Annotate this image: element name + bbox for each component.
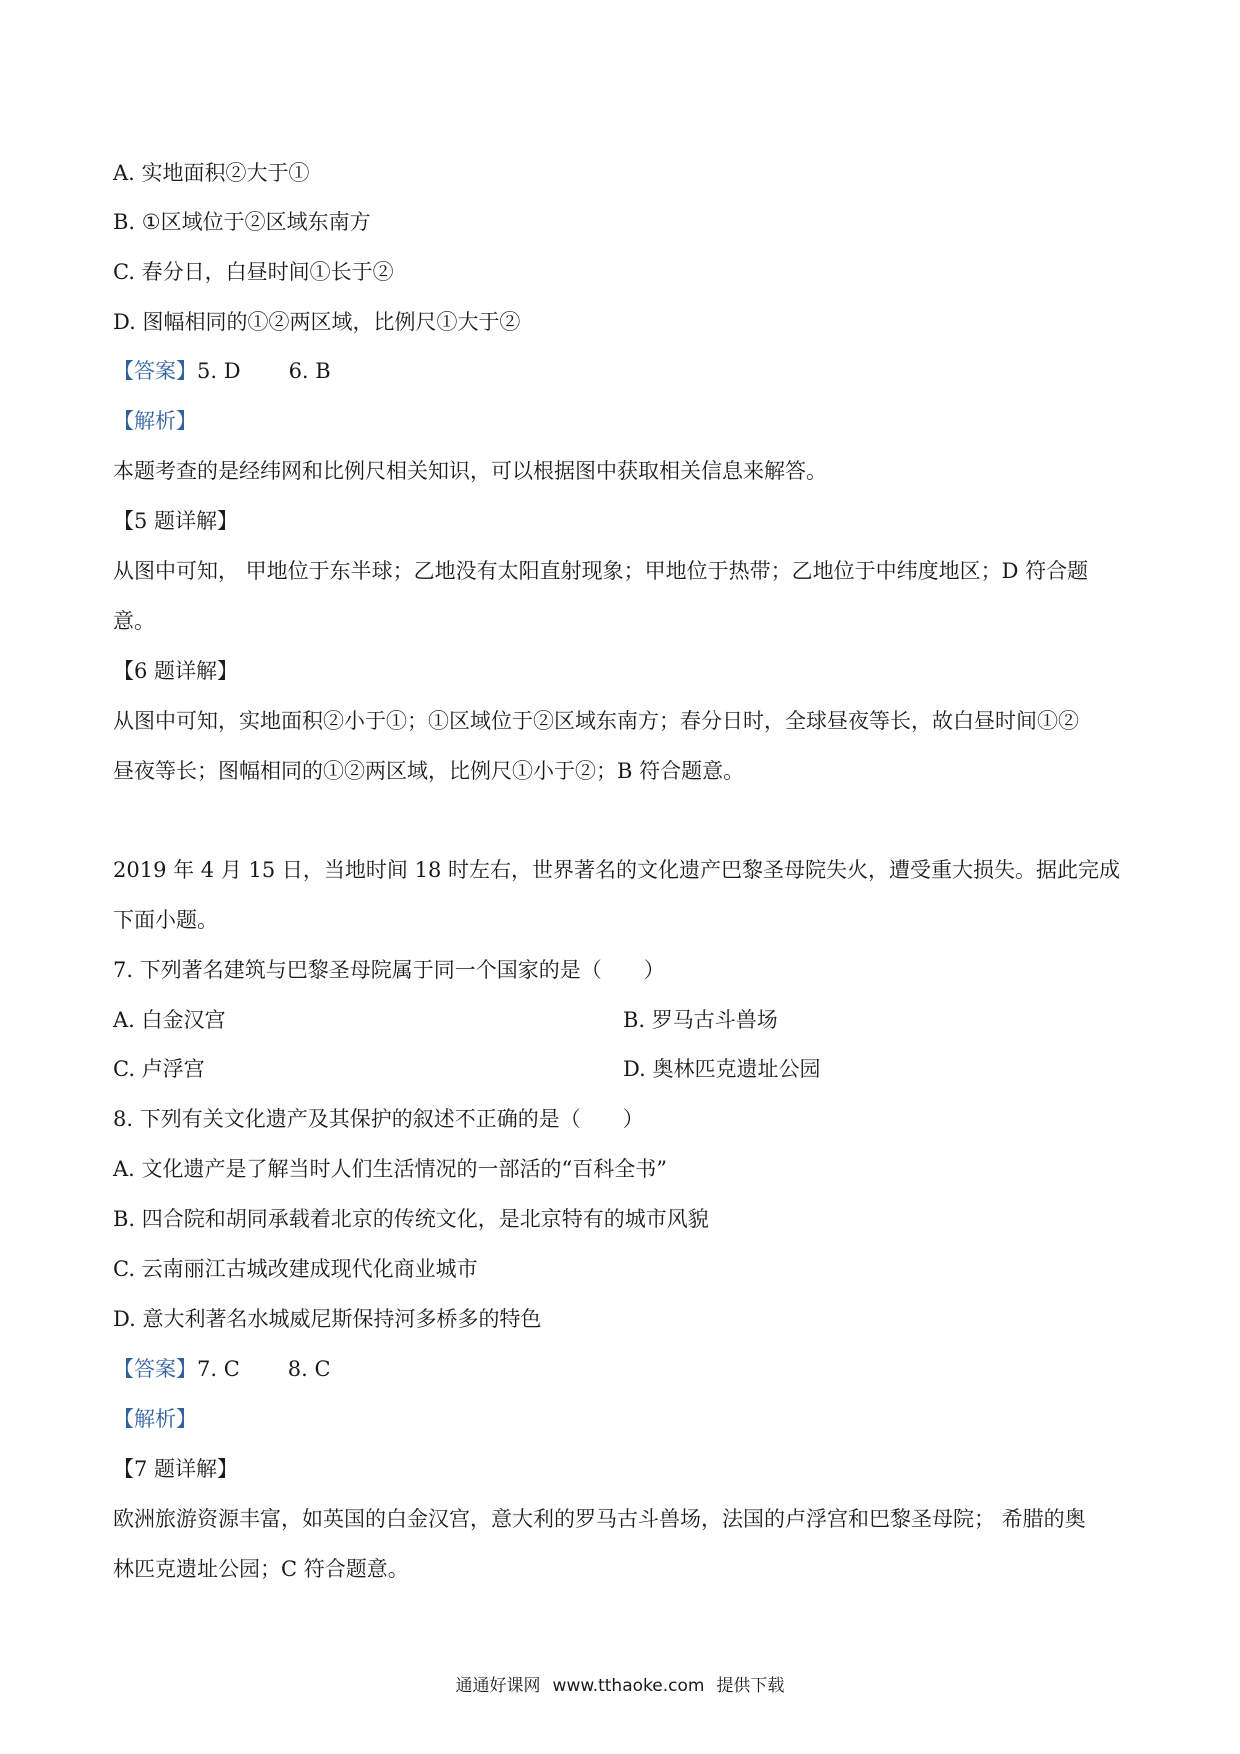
footer-site-name: 通通好课网	[455, 1676, 541, 1696]
analysis-label: 【解析】	[113, 409, 197, 433]
answer-5: 5. D	[197, 359, 241, 383]
answer-label: 【答案】	[113, 1357, 197, 1381]
intro-line2: 下面小题。	[113, 908, 218, 932]
answer-label: 【答案】	[113, 359, 197, 383]
option-b: B. ①区域位于②区域东南方	[113, 210, 371, 234]
answer-line	[113, 357, 331, 385]
option-a: A. 实地面积②大于①	[113, 161, 310, 185]
answer-6: 6. B	[288, 359, 331, 383]
q8-option-c: C. 云南丽江古城改建成现代化商业城市	[113, 1257, 478, 1281]
intro-line1: 2019 年 4 月 15 日，当地时间 18 时左右，世界著名的文化遗产巴黎圣母院失火，遭受重大损失。据此完成	[113, 858, 1120, 882]
q7-option-c: C. 卢浮宫	[113, 1057, 205, 1081]
q7-option-a: A. 白金汉宫	[113, 1008, 226, 1032]
q7-option-b: B. 罗马古斗兽场	[623, 1008, 778, 1032]
q8-option-b: B. 四合院和胡同承载着北京的传统文化，是北京特有的城市风貌	[113, 1207, 709, 1231]
q8-option-d: D. 意大利著名水城威尼斯保持河多桥多的特色	[113, 1307, 542, 1331]
q6-detail-line1: 从图中可知，实地面积②小于①；①区域位于②区域东南方；春分日时，全球昼夜等长，故白昼时间①②	[113, 709, 1079, 733]
footer-url[interactable]: www.tthaoke.com	[552, 1676, 705, 1696]
q8-option-a: A. 文化遗产是了解当时人们生活情况的一部活的“百科全书”	[113, 1157, 667, 1181]
q7-detail-line1: 欧洲旅游资源丰富，如英国的白金汉宫，意大利的罗马古斗兽场，法国的卢浮宫和巴黎圣母院； 希腊的奥	[113, 1507, 1086, 1531]
option-d: D. 图幅相同的①②两区域，比例尺①大于②	[113, 310, 521, 334]
q6-detail-line2: 昼夜等长；图幅相同的①②两区域，比例尺①小于②；B 符合题意。	[113, 759, 745, 783]
analysis-label-2: 【解析】	[113, 1407, 197, 1431]
q5-detail-line1: 从图中可知， 甲地位于东半球；乙地没有太阳直射现象；甲地位于热带；乙地位于中纬度地区；D 符合题	[113, 559, 1089, 583]
q6-detail-label: 【6 题详解】	[113, 659, 239, 683]
question-8: 8. 下列有关文化遗产及其保护的叙述不正确的是（ ）	[113, 1107, 644, 1131]
answer-8: 8. C	[287, 1357, 331, 1381]
q7-option-d: D. 奥林匹克遗址公园	[623, 1057, 821, 1081]
option-c: C. 春分日，白昼时间①长于②	[113, 260, 394, 284]
footer-tail: 提供下载	[716, 1676, 785, 1696]
q7-detail-line2: 林匹克遗址公园；C 符合题意。	[113, 1557, 409, 1581]
answer-7: 7. C	[197, 1357, 240, 1381]
q5-detail-line2: 意。	[113, 609, 155, 633]
q5-detail-label: 【5 题详解】	[113, 509, 239, 533]
answer-line-2	[113, 1355, 331, 1383]
q7-detail-label: 【7 题详解】	[113, 1457, 239, 1481]
analysis-text: 本题考查的是经纬网和比例尺相关知识，可以根据图中获取相关信息来解答。	[113, 459, 827, 483]
question-7: 7. 下列著名建筑与巴黎圣母院属于同一个国家的是（ ）	[113, 958, 665, 982]
page-footer	[0, 1671, 1240, 1696]
